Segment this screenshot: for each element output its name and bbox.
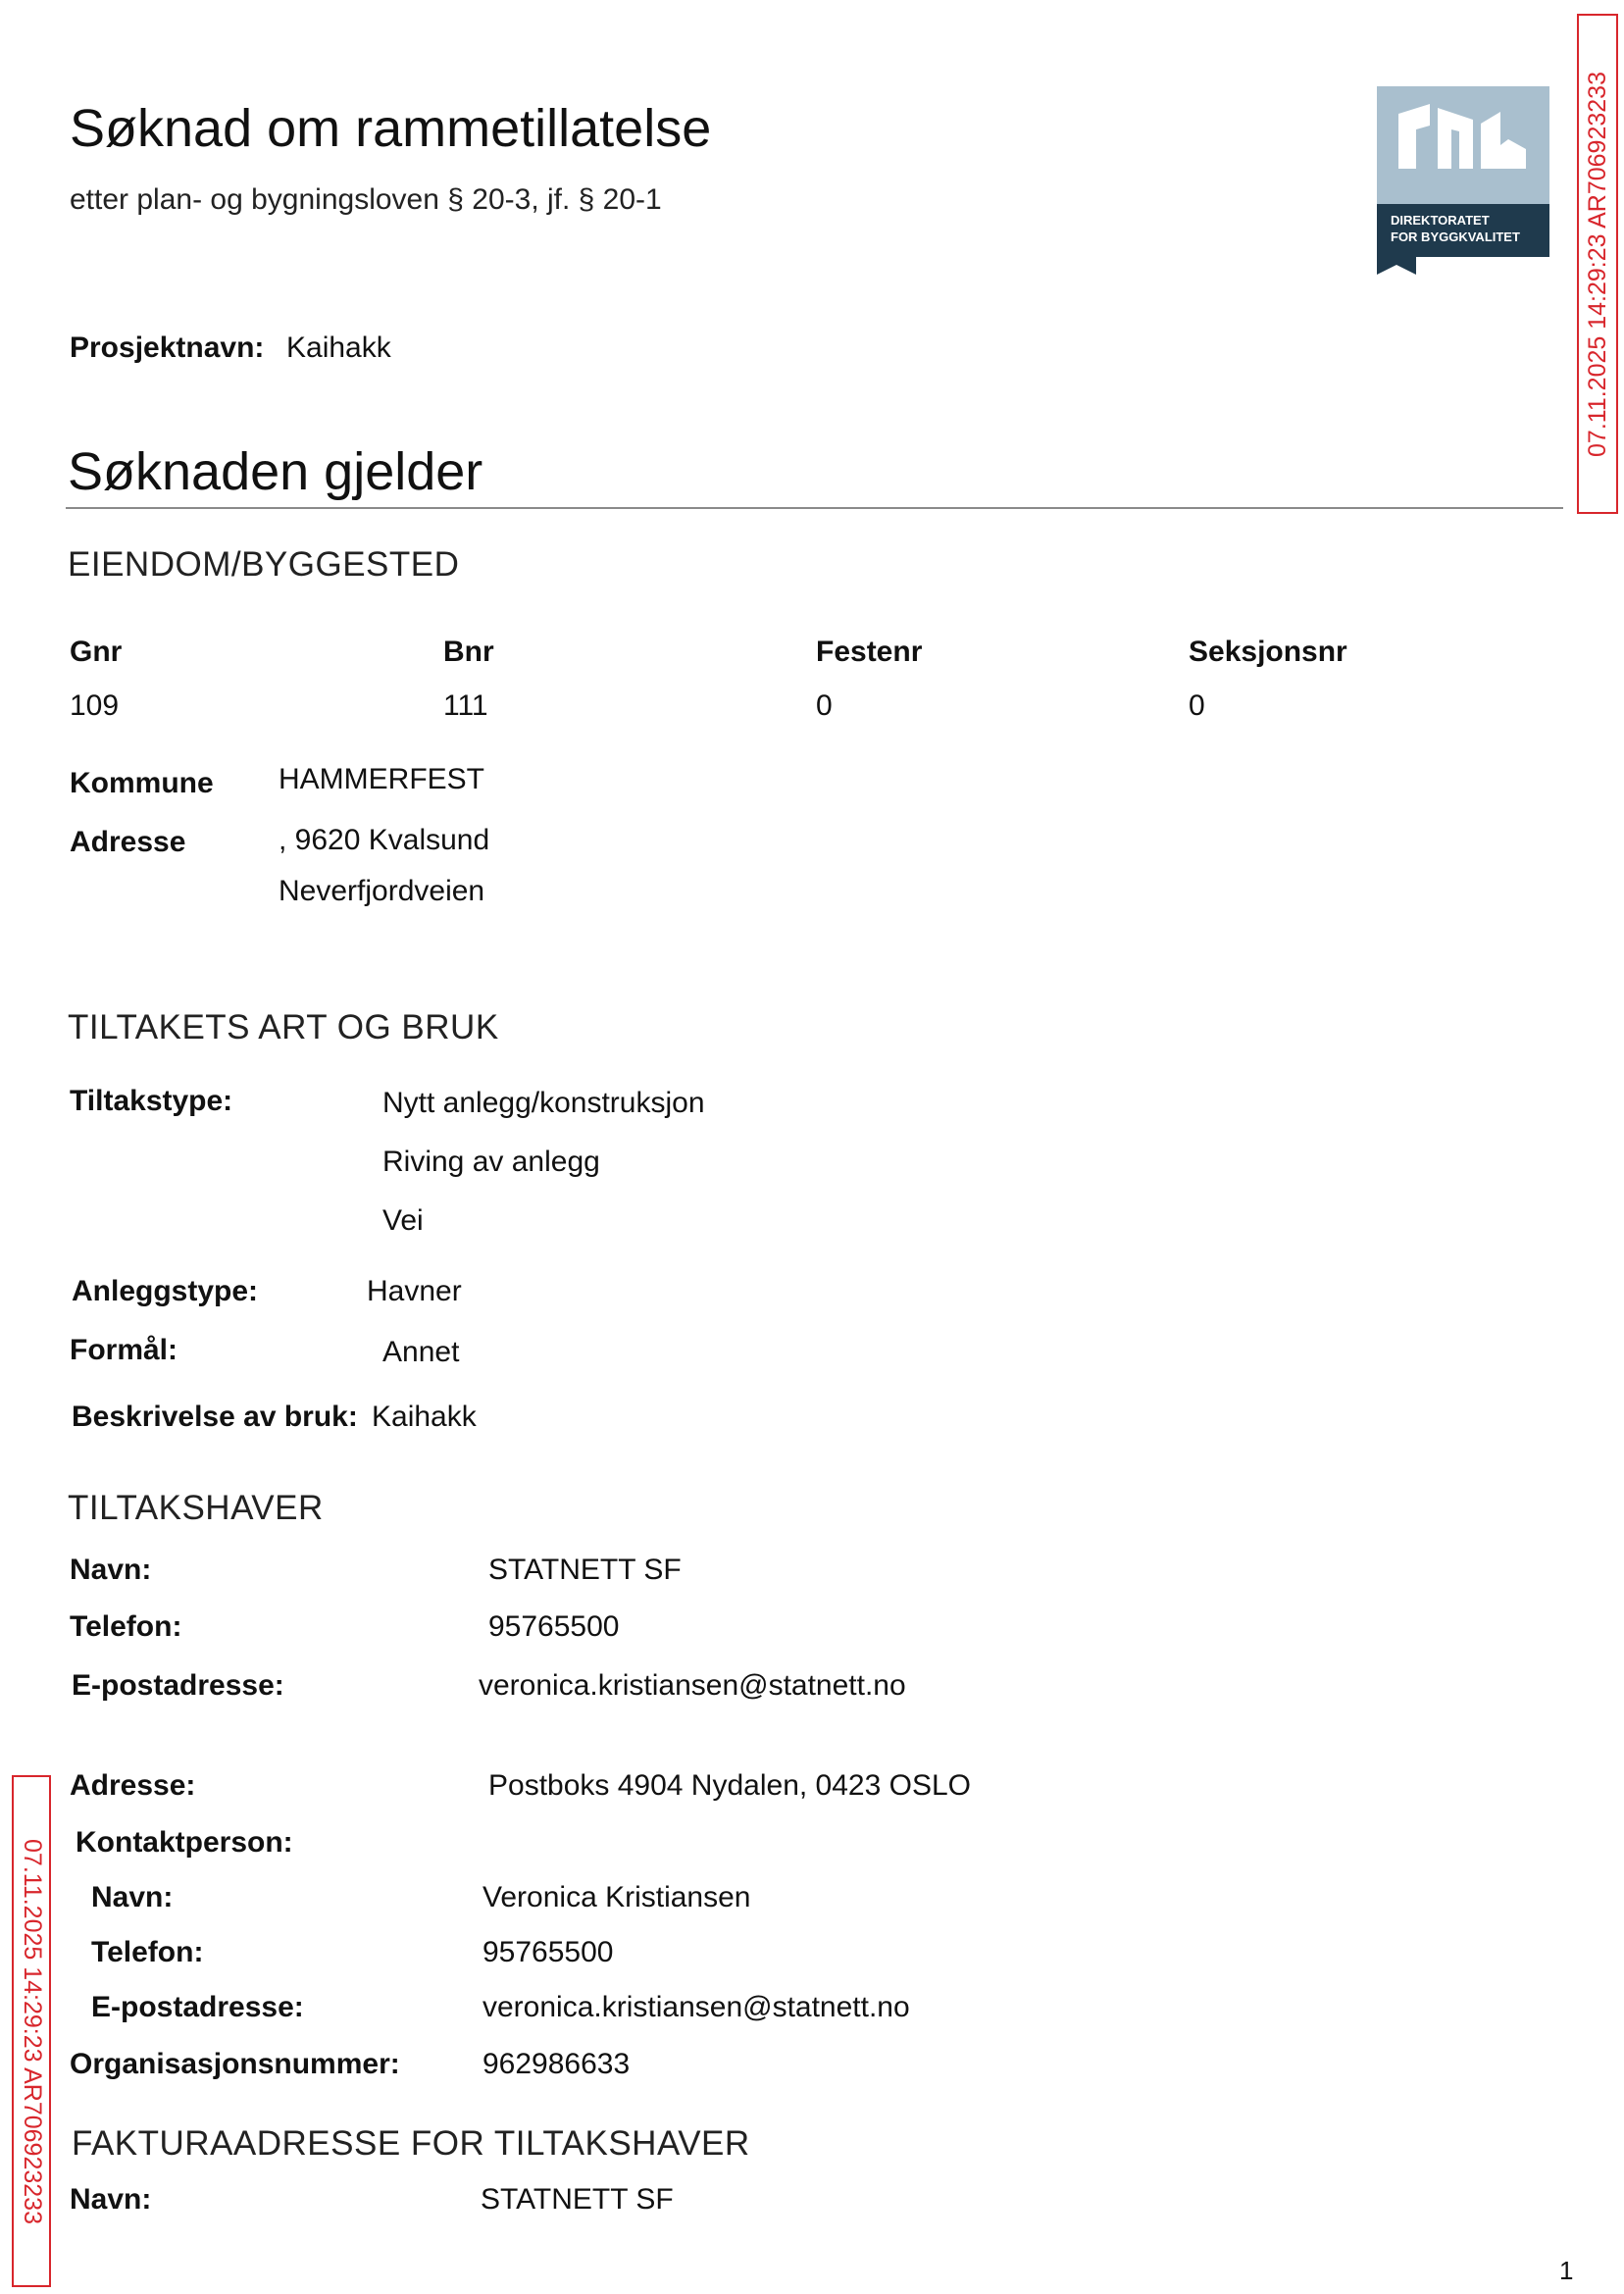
kommune-value: HAMMERFEST — [279, 763, 484, 795]
project-name-label: Prosjektnavn: — [70, 331, 265, 364]
project-name-value: Kaihakk — [286, 331, 391, 364]
contact-name-value: Veronica Kristiansen — [482, 1881, 751, 1913]
beskrivelse-value: Kaihakk — [372, 1401, 477, 1433]
logo-text-line1: DIREKTORATET — [1391, 213, 1490, 228]
logo-text-line2: FOR BYGGKVALITET — [1391, 229, 1520, 244]
tiltakstype-value: Nytt anlegg/konstruksjon — [382, 1087, 705, 1119]
anleggstype-value: Havner — [367, 1275, 462, 1307]
timestamp-stamp-top — [1577, 14, 1618, 514]
contact-phone-value: 95765500 — [482, 1936, 614, 1968]
seksjonsnr-value: 0 — [1189, 689, 1205, 722]
tiltakstype-value: Riving av anlegg — [382, 1146, 600, 1178]
festenr-label: Festenr — [816, 636, 923, 668]
dibk-logo — [1377, 86, 1549, 275]
kommune-label: Kommune — [70, 767, 214, 799]
bnr-value: 111 — [443, 689, 488, 722]
contact-email-label: E-postadresse: — [91, 1991, 304, 2023]
invoice-name-value: STATNETT SF — [481, 2183, 674, 2216]
contact-name-label: Navn: — [91, 1881, 174, 1913]
festenr-value: 0 — [816, 689, 833, 722]
property-heading: EIENDOM/BYGGESTED — [68, 545, 460, 584]
org-number-label: Organisasjonsnummer: — [70, 2048, 400, 2080]
gnr-value: 109 — [70, 689, 120, 722]
seksjonsnr-label: Seksjonsnr — [1189, 636, 1347, 668]
address-line2: Neverfjordveien — [279, 875, 485, 907]
measure-heading: TILTAKETS ART OG BRUK — [68, 1008, 499, 1046]
owner-name-value: STATNETT SF — [488, 1554, 682, 1586]
invoice-heading: FAKTURAADRESSE FOR TILTAKSHAVER — [72, 2124, 750, 2163]
formal-value: Annet — [382, 1336, 460, 1368]
owner-heading: TILTAKSHAVER — [68, 1489, 324, 1527]
owner-name-label: Navn: — [70, 1554, 152, 1586]
formal-label: Formål: — [70, 1334, 178, 1366]
page-number: 1 — [1559, 2256, 1574, 2285]
address-line1: , 9620 Kvalsund — [279, 824, 490, 856]
owner-email-value: veronica.kristiansen@statnett.no — [479, 1669, 906, 1702]
owner-phone-value: 95765500 — [488, 1610, 620, 1643]
owner-address-value: Postboks 4904 Nydalen, 0423 OSLO — [488, 1769, 971, 1802]
page-subtitle: etter plan- og bygningsloven § 20-3, jf. § 20-1 — [70, 183, 662, 216]
owner-phone-label: Telefon: — [70, 1610, 182, 1643]
anleggstype-label: Anleggstype: — [72, 1275, 259, 1307]
tiltakstype-label: Tiltakstype: — [70, 1085, 233, 1117]
application-heading: Søknaden gjelder — [68, 442, 483, 501]
org-number-value: 962986633 — [482, 2048, 631, 2080]
beskrivelse-label: Beskrivelse av bruk: — [72, 1401, 358, 1433]
contact-phone-label: Telefon: — [91, 1936, 204, 1968]
timestamp-stamp-bottom — [12, 1775, 51, 2287]
tiltakstype-value: Vei — [382, 1204, 424, 1237]
page-title: Søknad om rammetillatelse — [70, 99, 712, 158]
timestamp-stamp-text: 07.11.2025 14:29:23 AR706923233 — [18, 1838, 46, 2224]
dibk-logo-graphic — [1377, 86, 1549, 275]
invoice-name-label: Navn: — [70, 2183, 152, 2216]
contact-email-value: veronica.kristiansen@statnett.no — [482, 1991, 910, 2023]
timestamp-stamp-text: 07.11.2025 14:29:23 AR706923233 — [1583, 71, 1611, 457]
bnr-label: Bnr — [443, 636, 494, 668]
section-divider — [66, 507, 1563, 509]
address-label: Adresse — [70, 826, 186, 858]
contact-person-label: Kontaktperson: — [76, 1826, 293, 1859]
owner-address-label: Adresse: — [70, 1769, 196, 1802]
owner-email-label: E-postadresse: — [72, 1669, 284, 1702]
gnr-label: Gnr — [70, 636, 123, 668]
